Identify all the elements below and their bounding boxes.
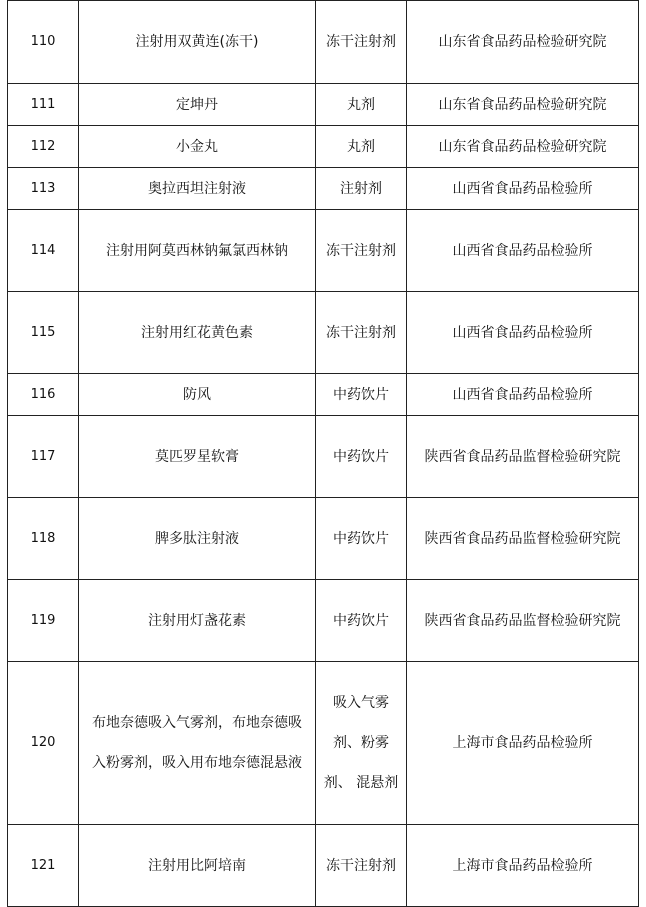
table-row [8, 168, 639, 210]
drug-name: 小金丸 [79, 126, 316, 168]
table-row [8, 416, 639, 498]
row-number: 111 [8, 84, 79, 126]
drug-name: 定坤丹 [79, 84, 316, 126]
row-number: 118 [8, 498, 79, 580]
drug-name: 防风 [79, 374, 316, 416]
inspection-table [7, 0, 639, 907]
dosage-form: 中药饮片 [316, 416, 407, 498]
row-number: 120 [8, 662, 79, 825]
row-number: 110 [8, 1, 79, 84]
row-number: 114 [8, 210, 79, 292]
dosage-form: 注射剂 [316, 168, 407, 210]
inspection-institute: 上海市食品药品检验所 [407, 662, 639, 825]
row-number: 115 [8, 292, 79, 374]
row-number: 116 [8, 374, 79, 416]
dosage-form: 中药饮片 [316, 374, 407, 416]
dosage-form: 冻干注射剂 [316, 292, 407, 374]
row-number: 119 [8, 580, 79, 662]
inspection-institute: 山东省食品药品检验研究院 [407, 126, 639, 168]
table-row [8, 84, 639, 126]
inspection-institute: 山西省食品药品检验所 [407, 168, 639, 210]
inspection-institute: 陕西省食品药品监督检验研究院 [407, 498, 639, 580]
row-number: 121 [8, 825, 79, 907]
dosage-form: 冻干注射剂 [316, 1, 407, 84]
dosage-form: 冻干注射剂 [316, 825, 407, 907]
table-row [8, 580, 639, 662]
dosage-form: 冻干注射剂 [316, 210, 407, 292]
inspection-institute: 上海市食品药品检验所 [407, 825, 639, 907]
dosage-form: 中药饮片 [316, 580, 407, 662]
table-row [8, 126, 639, 168]
drug-name: 注射用双黄连(冻干) [79, 1, 316, 84]
drug-name: 注射用比阿培南 [79, 825, 316, 907]
dosage-form: 丸剂 [316, 126, 407, 168]
drug-name: 注射用阿莫西林钠氟氯西林钠 [79, 210, 316, 292]
table-row [8, 825, 639, 907]
row-number: 112 [8, 126, 79, 168]
inspection-institute: 山东省食品药品检验研究院 [407, 84, 639, 126]
drug-name: 奥拉西坦注射液 [79, 168, 316, 210]
table-row [8, 498, 639, 580]
drug-name: 莫匹罗星软膏 [79, 416, 316, 498]
dosage-form: 吸入气雾剂、粉雾剂、 混悬剂 [316, 662, 407, 825]
inspection-institute: 山西省食品药品检验所 [407, 292, 639, 374]
drug-name: 注射用灯盏花素 [79, 580, 316, 662]
inspection-institute: 陕西省食品药品监督检验研究院 [407, 580, 639, 662]
inspection-institute: 山西省食品药品检验所 [407, 210, 639, 292]
row-number: 117 [8, 416, 79, 498]
row-number: 113 [8, 168, 79, 210]
inspection-institute: 陕西省食品药品监督检验研究院 [407, 416, 639, 498]
drug-name: 布地奈德吸入气雾剂，布地奈德吸入粉雾剂，吸入用布地奈德混悬液 [79, 662, 316, 825]
table-row [8, 1, 639, 84]
table-row [8, 374, 639, 416]
drug-name: 脾多肽注射液 [79, 498, 316, 580]
table-row [8, 210, 639, 292]
dosage-form: 中药饮片 [316, 498, 407, 580]
inspection-institute: 山东省食品药品检验研究院 [407, 1, 639, 84]
dosage-form: 丸剂 [316, 84, 407, 126]
inspection-institute: 山西省食品药品检验所 [407, 374, 639, 416]
table-row [8, 292, 639, 374]
table-row [8, 662, 639, 825]
drug-name: 注射用红花黄色素 [79, 292, 316, 374]
